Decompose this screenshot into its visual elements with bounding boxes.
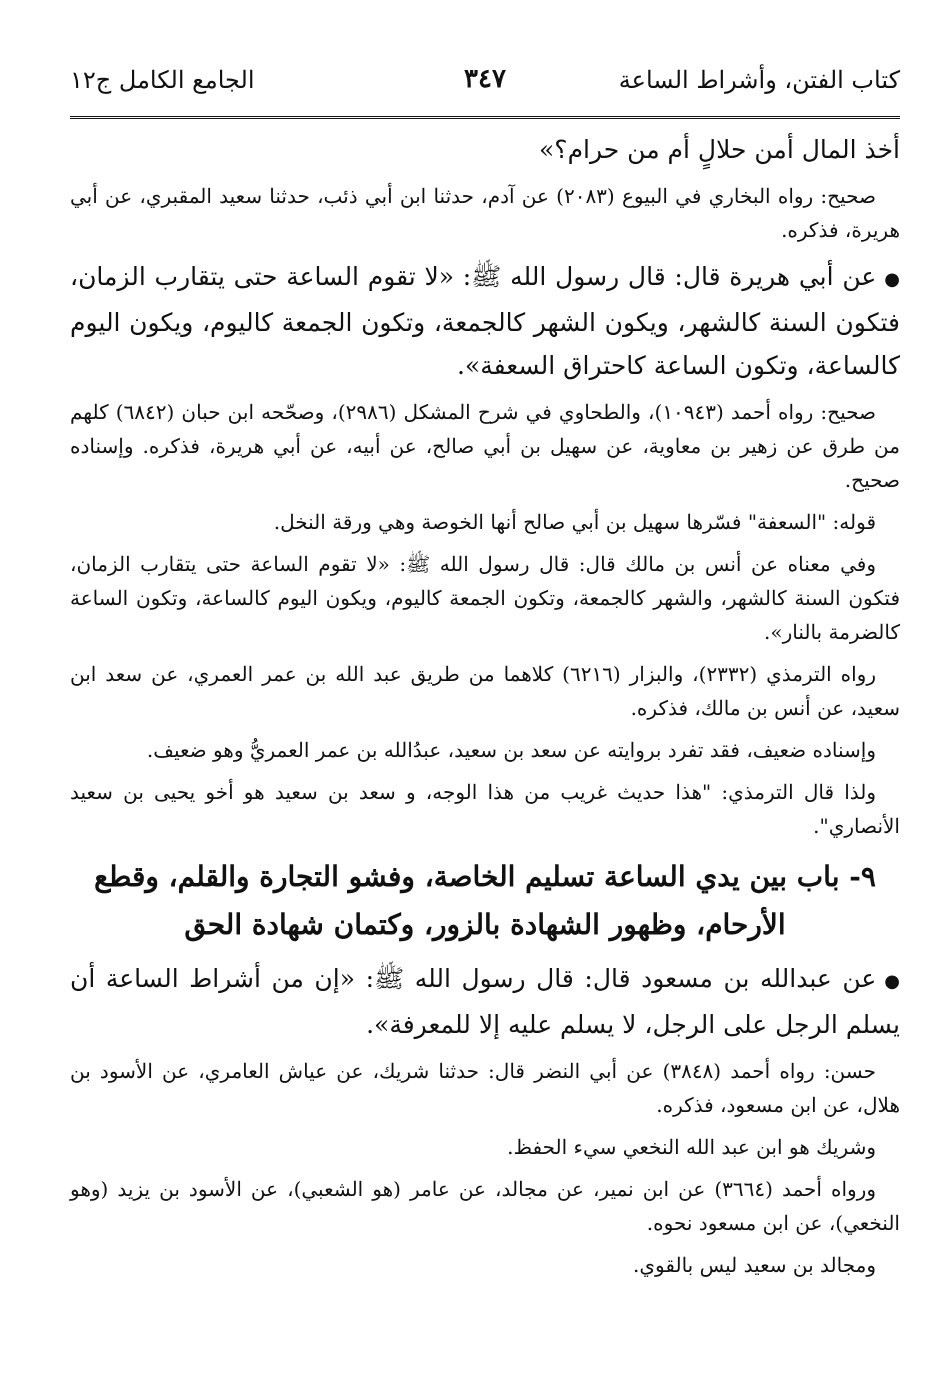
- commentary-text: رواه الترمذي (٢٣٣٢)، والبزار (٦٢١٦) كلاهما من طريق عبد الله بن عمر العمري، عن سعد ابن سعيد، عن أنس بن مالك، فذكره.: [70, 662, 900, 720]
- hadith-text: أخذ المال أمن حلالٍ أم من حرام؟»: [539, 135, 900, 164]
- bullet-icon: ●: [884, 269, 900, 290]
- commentary-text: ورواه أحمد (٣٦٦٤) عن ابن نمير، عن مجالد، عن عامر (هو الشعبي)، عن الأسود بن يزيد (وهو النخعي)، عن ابن مسعود نحوه.: [70, 1177, 900, 1235]
- commentary-text: ومجالد بن سعيد ليس بالقوي.: [633, 1253, 876, 1277]
- commentary-text: وفي معناه عن أنس بن مالك قال: قال رسول الله ﷺ: «لا تقوم الساعة حتى يتقارب الزمان، فتكون السنة كالشهر، والشهر كالجمعة، وتكون الجمعة كاليوم، ويكون اليوم كالساعة، وتكون الساعة كالضرمة بالنار».: [70, 552, 900, 644]
- bullet-icon: ●: [884, 971, 900, 992]
- header-book-title: الجامع الكامل ج١٢: [70, 66, 255, 94]
- commentary-text: وشريك هو ابن عبد الله النخعي سيء الحفظ.: [507, 1135, 876, 1159]
- commentary-text: صحيح: رواه أحمد (١٠٩٤٣)، والطحاوي في شرح المشكل (٢٩٨٦)، وصحّحه ابن حبان (٦٨٤٢) كلهم من طرق عن زهير بن معاوية، عن سهيل بن أبي صالح، عن أبيه، عن أبي هريرة، فذكره. وإسناده صحيح.: [70, 400, 900, 492]
- running-header: [70, 60, 900, 108]
- hadith-text: ●عن أبي هريرة قال: قال رسول الله ﷺ: «لا تقوم الساعة حتى يتقارب الزمان، فتكون السنة كالشهر، ويكون الشهر كالجمعة، وتكون الجمعة كاليوم، ويكون اليوم كالساعة، وتكون الساعة كاحتراق السعفة».: [70, 255, 900, 387]
- page-number: ٣٤٧: [464, 64, 506, 94]
- commentary-text: ولذا قال الترمذي: "هذا حديث غريب من هذا الوجه، و سعد بن سعيد هو أخو يحيى بن سعيد الأنصاري".: [70, 780, 900, 838]
- commentary-text: صحيح: رواه البخاري في البيوع (٢٠٨٣) عن آدم، حدثنا ابن أبي ذئب، حدثنا سعيد المقبري، عن أبي هريرة، فذكره.: [70, 184, 900, 242]
- commentary-text: وإسناده ضعيف، فقد تفرد بروايته عن سعد بن سعيد، عبدُالله بن عمر العمريُّ وهو ضعيف.: [146, 738, 876, 762]
- header-divider: [70, 116, 900, 119]
- header-section-title: كتاب الفتن، وأشراط الساعة: [618, 66, 900, 94]
- commentary-text: حسن: رواه أحمد (٣٨٤٨) عن أبي النضر قال: حدثنا شريك، عن عياش العامري، عن الأسود بن هلال، عن ابن مسعود، فذكره.: [70, 1059, 900, 1117]
- commentary-text: قوله: "السعفة" فسّرها سهيل بن أبي صالح أنها الخوصة وهي ورقة النخل.: [273, 510, 876, 534]
- hadith-text: ●عن عبدالله بن مسعود قال: قال رسول الله ﷺ: «إن من أشراط الساعة أن يسلم الرجل على الرجل، لا يسلم عليه إلا للمعرفة».: [70, 957, 900, 1046]
- page-body: [70, 128, 900, 1290]
- chapter-heading: ٩- باب بين يدي الساعة تسليم الخاصة، وفشو التجارة والقلم، وقطع الأرحام، وظهور الشهادة بالزور، وكتمان شهادة الحق: [94, 860, 876, 941]
